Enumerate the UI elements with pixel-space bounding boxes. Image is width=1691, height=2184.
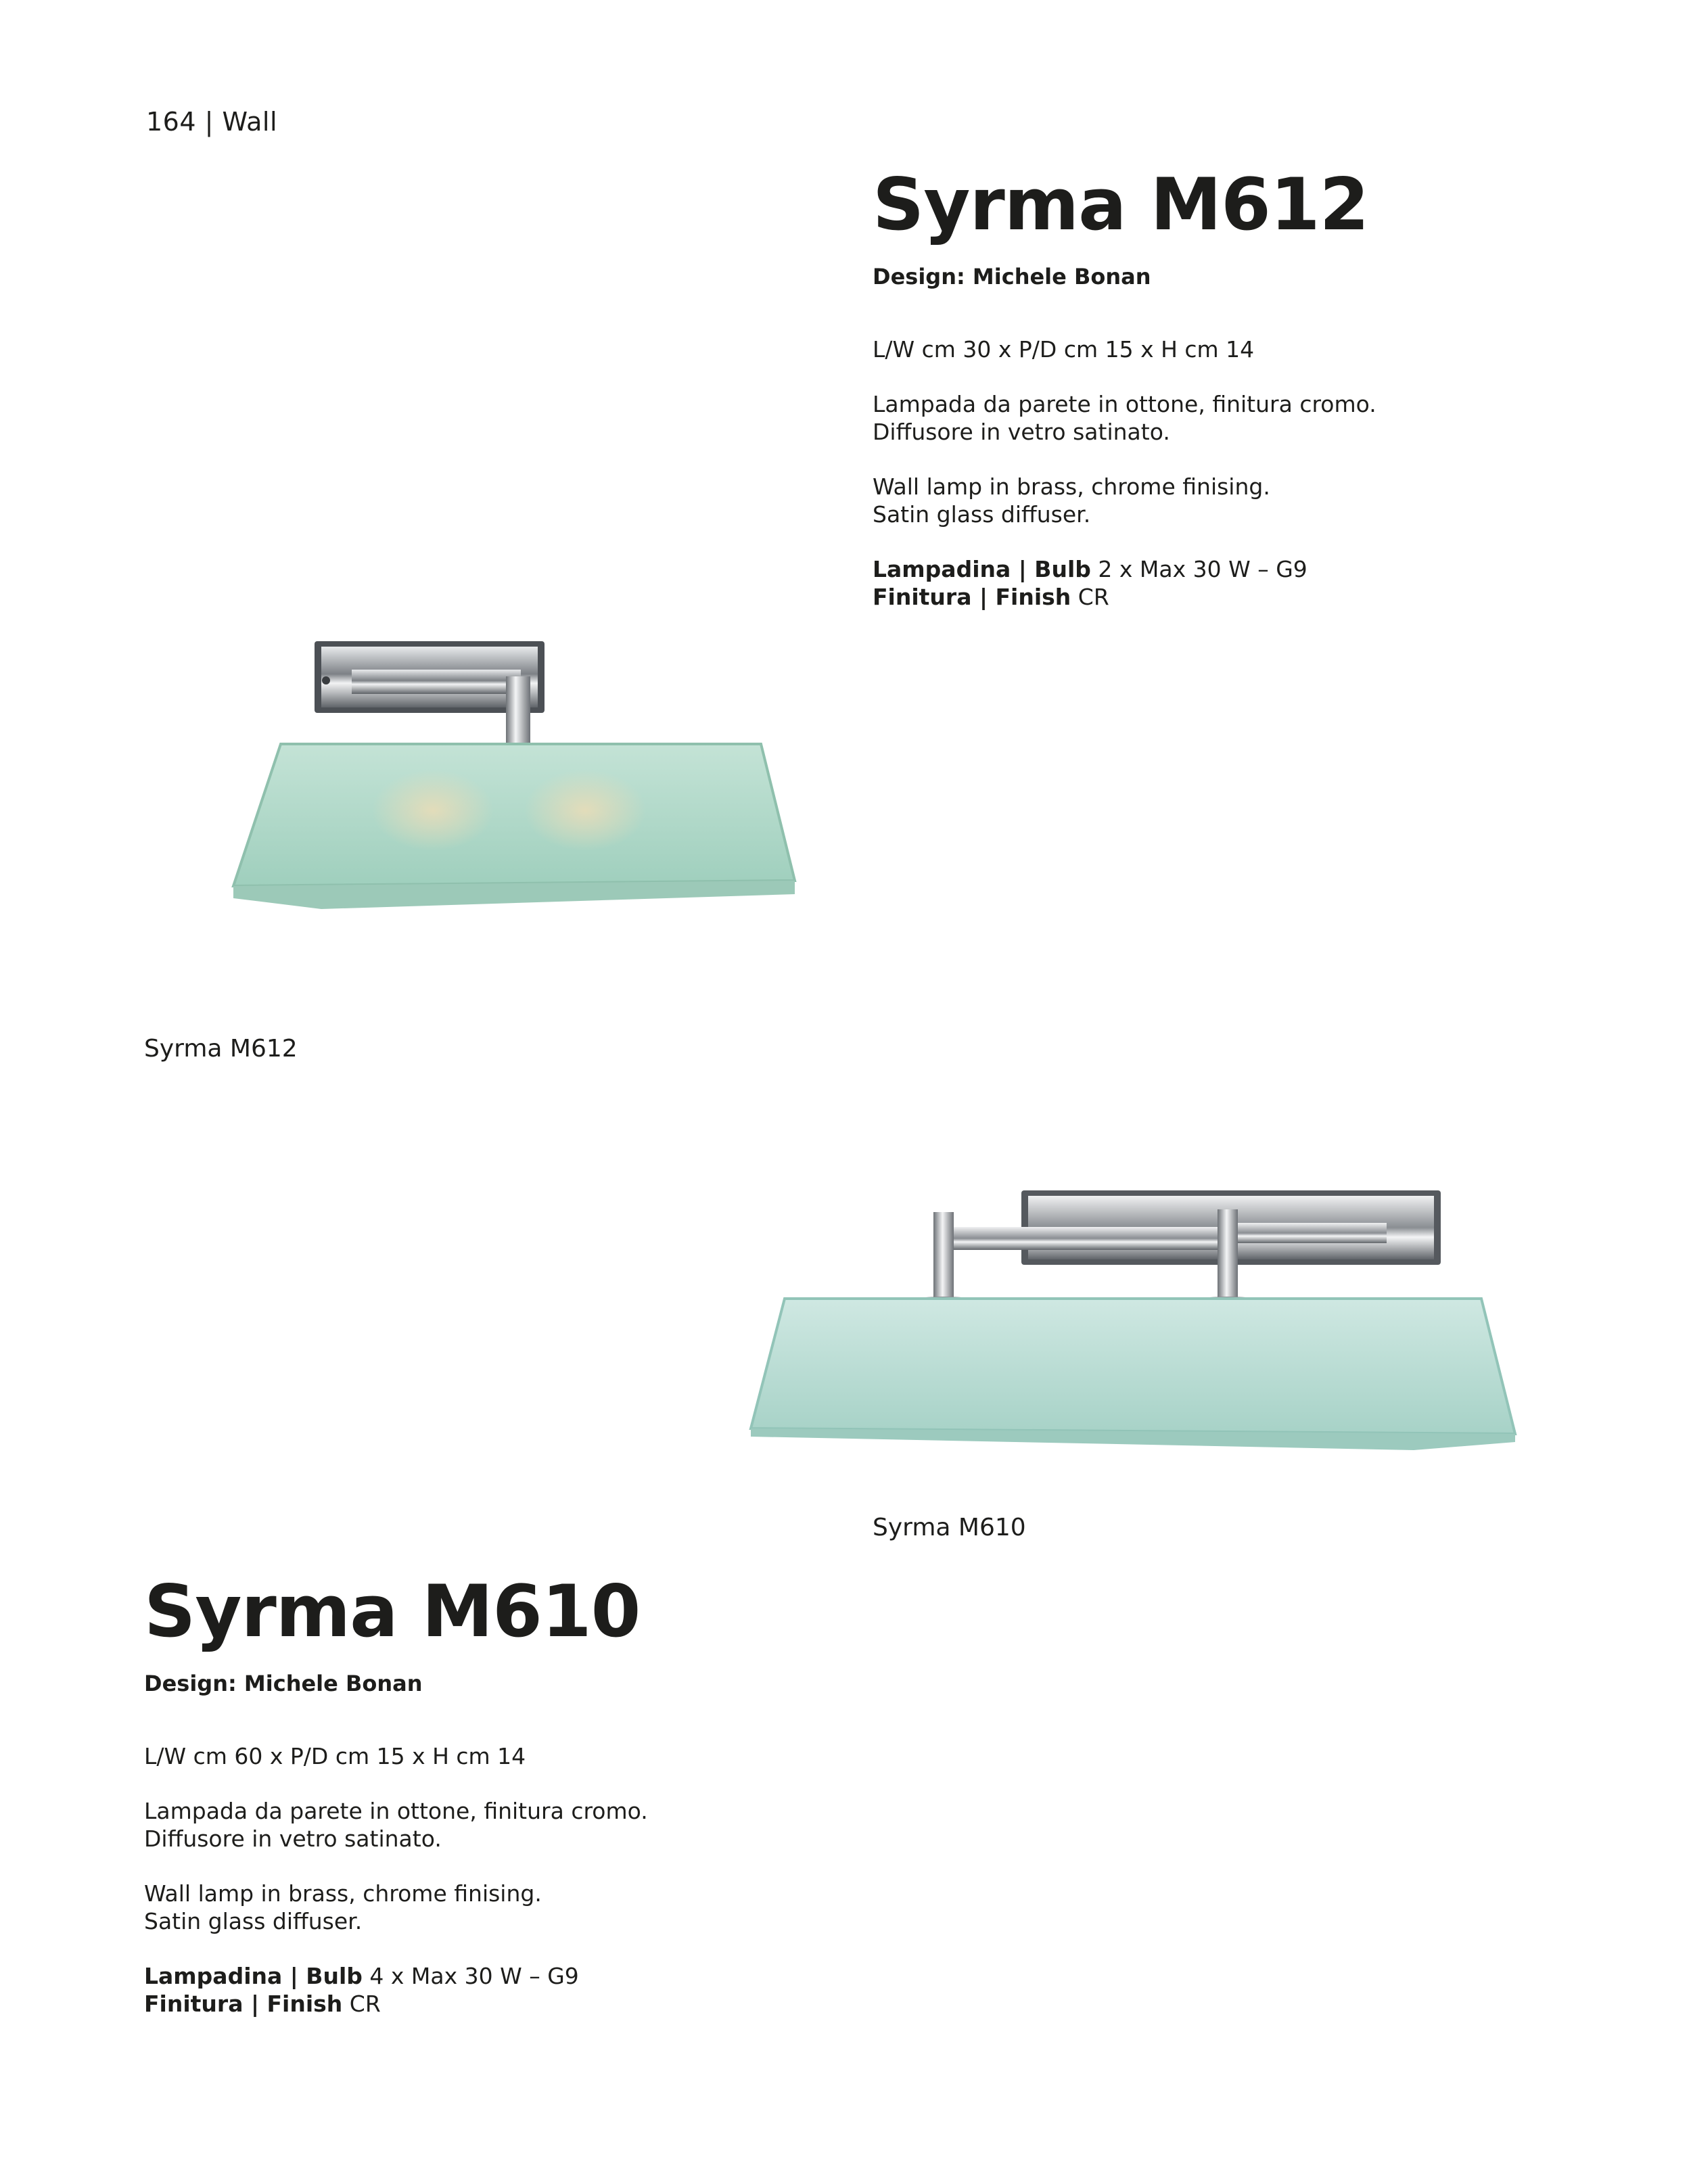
finish-spec	[873, 583, 1583, 611]
description-it-line: Lampada da parete in ottone, finitura cromo.	[873, 391, 1376, 417]
finish-value: CR	[342, 1991, 381, 2017]
description-en-line: Satin glass diffuser.	[873, 501, 1091, 528]
product-designer: Design: Michele Bonan	[144, 1671, 423, 1696]
glass-diffuser	[751, 1299, 1515, 1450]
product-title: Syrma M612	[873, 163, 1369, 246]
finish-spec	[144, 1990, 854, 2018]
bulb-value: 2 x Max 30 W – G9	[1090, 556, 1307, 582]
bulb-label: Lampadina | Bulb	[144, 1963, 363, 1989]
product-m612-info	[873, 163, 1583, 611]
bulb-spec	[144, 1962, 854, 1990]
bulb-label: Lampadina | Bulb	[873, 556, 1091, 582]
product-m610-info	[144, 1570, 854, 2018]
product-specs	[873, 335, 1583, 611]
product-title: Syrma M610	[144, 1570, 641, 1653]
product-specs	[144, 1742, 854, 2018]
description-en-line: Satin glass diffuser.	[144, 1908, 363, 1934]
finish-label: Finitura | Finish	[144, 1991, 343, 2017]
image-caption-m610: Syrma M610	[873, 1514, 1026, 1541]
description-it-line: Diffusore in vetro satinato.	[873, 419, 1170, 445]
product-designer: Design: Michele Bonan	[873, 264, 1151, 289]
description-en-line: Wall lamp in brass, chrome finising.	[144, 1880, 542, 1907]
description-it-line: Lampada da parete in ottone, finitura cromo.	[144, 1798, 648, 1824]
page-header: 164 | Wall	[146, 107, 278, 137]
finish-value: CR	[1071, 584, 1109, 610]
image-caption-m612: Syrma M612	[144, 1035, 298, 1063]
finish-label: Finitura | Finish	[873, 584, 1071, 610]
lamp-m610-image	[744, 1163, 1529, 1461]
bulb-spec	[873, 555, 1583, 583]
lamp-m612-image	[223, 629, 818, 947]
bulb-value: 4 x Max 30 W – G9	[362, 1963, 579, 1989]
glass-diffuser	[233, 744, 795, 909]
description-en-line: Wall lamp in brass, chrome finising.	[873, 473, 1270, 500]
description-it-line: Diffusore in vetro satinato.	[144, 1826, 442, 1852]
product-dimensions: L/W cm 60 x P/D cm 15 x H cm 14	[144, 1743, 526, 1769]
product-dimensions: L/W cm 30 x P/D cm 15 x H cm 14	[873, 336, 1255, 363]
